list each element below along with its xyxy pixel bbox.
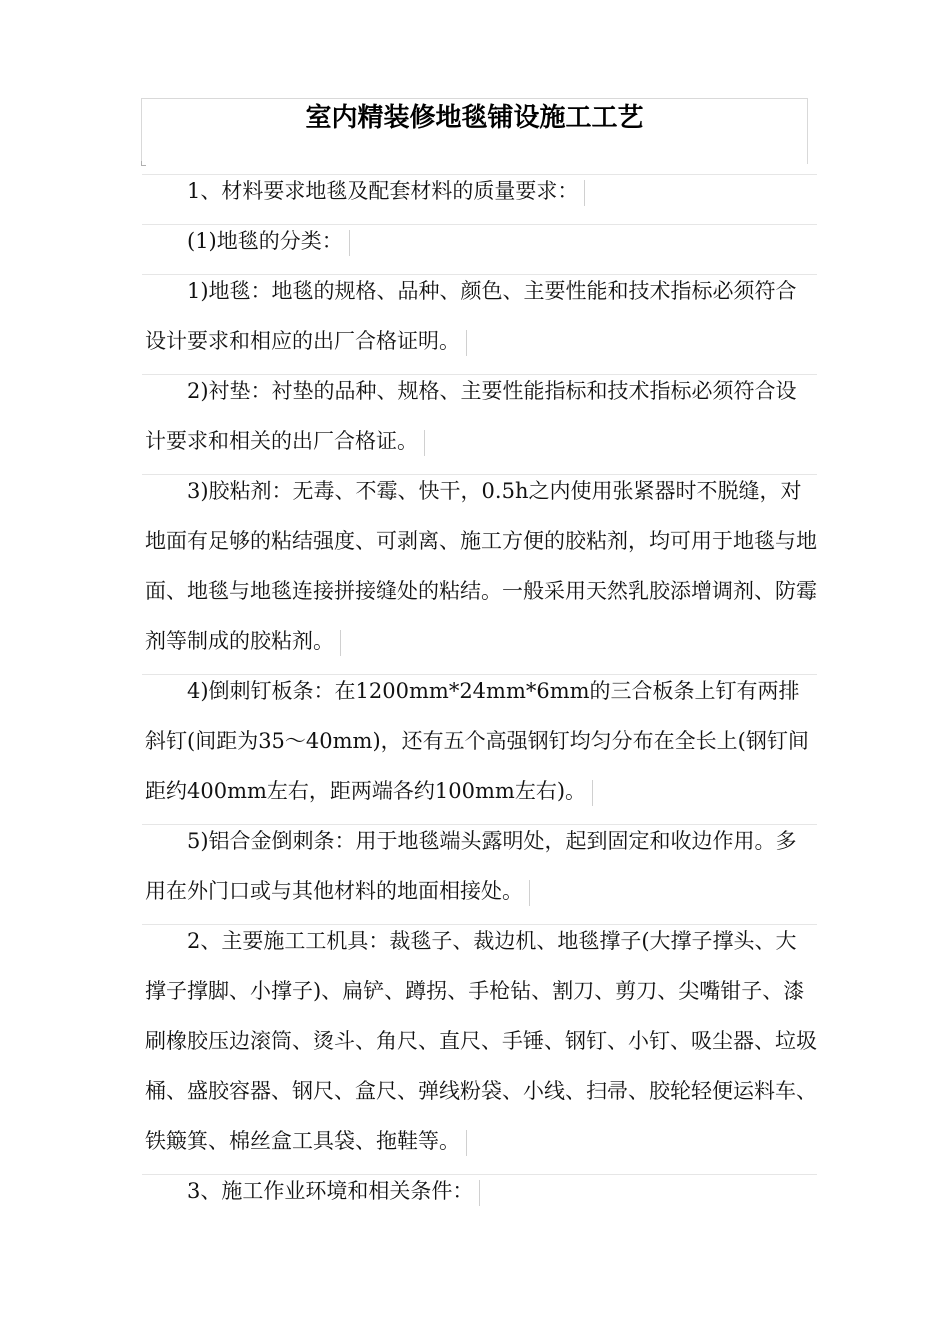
paragraph-underlay: 2)衬垫：衬垫的品种、规格、主要性能指标和技术指标必须符合设计要求和相关的出厂合格证。 — [145, 366, 817, 466]
paragraph-end-mark — [349, 230, 350, 256]
paragraph-material-requirements: 1、材料要求地毯及配套材料的质量要求： — [145, 166, 817, 216]
title-frame — [141, 98, 808, 164]
paragraph-end-mark — [466, 330, 467, 356]
paragraph-end-mark — [340, 630, 341, 656]
paragraph-aluminum-strip: 5)铝合金倒刺条：用于地毯端头露明处，起到固定和收边作用。多用在外门口或与其他材料的地面相接处。 — [145, 816, 817, 916]
paragraph-end-mark — [529, 880, 530, 906]
paragraph-end-mark — [466, 1130, 467, 1156]
paragraph-end-mark — [584, 180, 585, 206]
paragraph-adhesive: 3)胶粘剂：无毒、不霉、快干，0.5h之内使用张紧器时不脱缝，对地面有足够的粘结强度、可剥离、施工方便的胶粘剂，均可用于地毯与地面、地毯与地毯连接拼接缝处的粘结。一般采用天然乳胶添增调剂、防霉剂等制成的胶粘剂。 — [145, 466, 817, 666]
paragraph-carpet: 1)地毯：地毯的规格、品种、颜色、主要性能和技术指标必须符合设计要求和相应的出厂合格证明。 — [145, 266, 817, 366]
paragraph-work-environment: 3、施工作业环境和相关条件： — [145, 1166, 817, 1216]
document-title: 室内精装修地毯铺设施工工艺 — [305, 103, 644, 133]
paragraph-end-mark — [424, 430, 425, 456]
document-body — [145, 166, 817, 1216]
paragraph-end-mark — [479, 1180, 480, 1206]
paragraph-carpet-classification: (1)地毯的分类： — [145, 216, 817, 266]
paragraph-tack-strip: 4)倒刺钉板条：在1200mm*24mm*6mm的三合板条上钉有两排斜钉(间距为35～40mm)，还有五个高强钢钉均匀分布在全长上(钢钉间距约400mm左右，距两端各约100mm左右)。 — [145, 666, 817, 816]
paragraph-tools: 2、主要施工工机具：裁毯子、裁边机、地毯撑子(大撑子撑头、大撑子撑脚、小撑子)、扁铲、蹲拐、手枪钻、割刀、剪刀、尖嘴钳子、漆刷橡胶压边滚筒、烫斗、角尺、直尺、手锤、钢钉、小钉、吸尘器、垃圾桶、盛胶容器、钢尺、盒尺、弹线粉袋、小线、扫帚、胶轮轻便运料车、铁簸箕、棉丝盒工具袋、拖鞋等。 — [145, 916, 817, 1166]
paragraph-end-mark — [592, 780, 593, 806]
